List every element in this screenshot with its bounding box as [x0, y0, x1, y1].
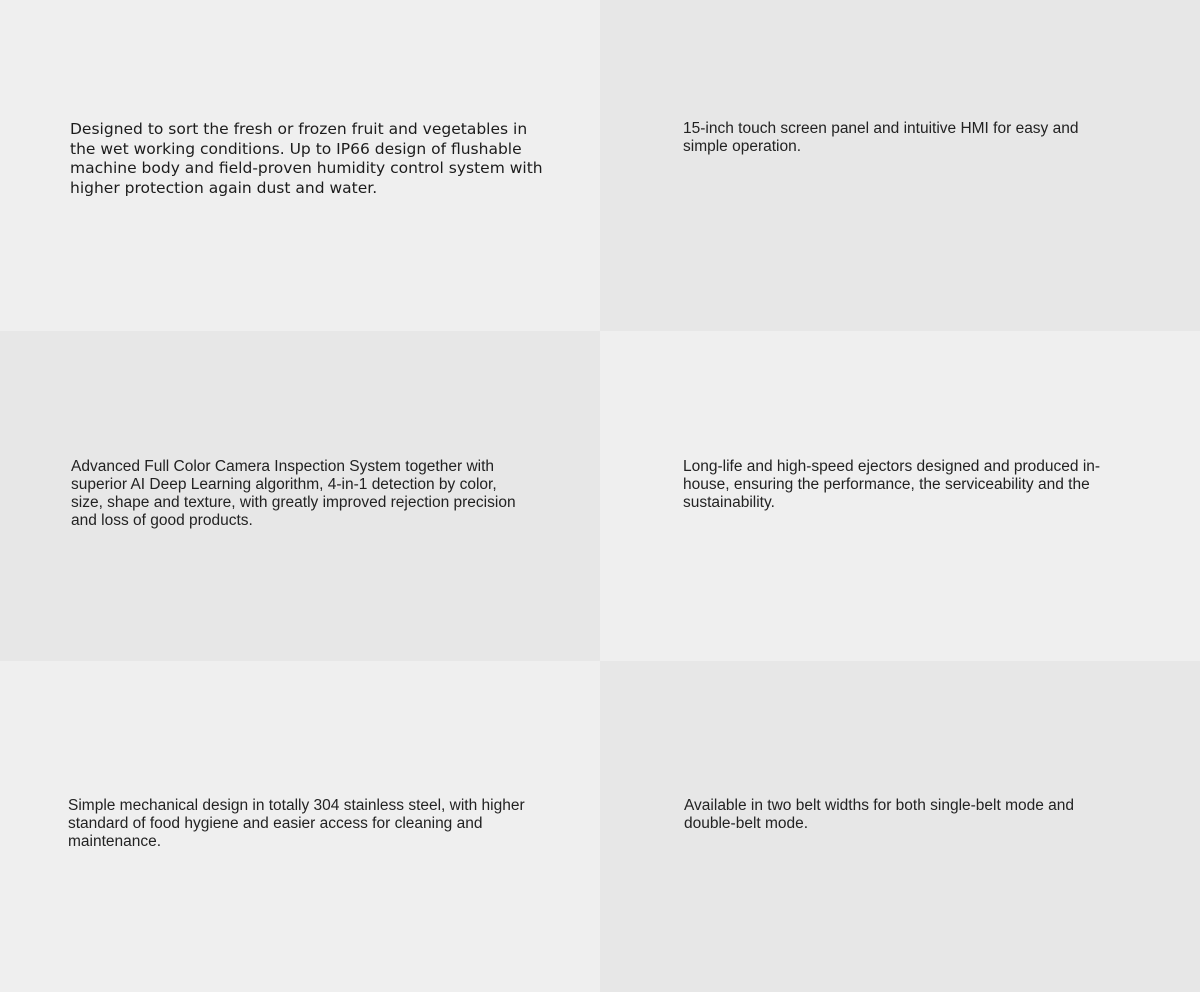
feature-tile-touch-screen	[600, 0, 1200, 331]
feature-tile-belt-widths	[600, 661, 1200, 992]
feature-text: Designed to sort the fresh or frozen fruit and vegetables in the wet working conditions. Up to IP66 design of flushable machine body and field-proven humidity control system with higher protection again dust and water.	[70, 120, 543, 197]
feature-tile-wet-conditions	[0, 0, 600, 331]
feature-text: Advanced Full Color Camera Inspection System together with superior AI Deep Learning algorithm, 4-in-1 detection by color, size, shape and texture, with greatly improved rejection precision and loss of good products.	[71, 458, 516, 529]
feature-tile-camera-inspection	[0, 331, 600, 661]
feature-text: Long-life and high-speed ejectors designed and produced in-house, ensuring the performance, the serviceability and the sustainability.	[683, 458, 1101, 511]
feature-text: Available in two belt widths for both single-belt mode and double-belt mode.	[684, 797, 1075, 832]
feature-text: 15-inch touch screen panel and intuitive HMI for easy and simple operation.	[683, 120, 1079, 155]
feature-tile-ejectors	[600, 331, 1200, 661]
feature-text: Simple mechanical design in totally 304 stainless steel, with higher standard of food hygiene and easier access for cleaning and maintenance.	[68, 797, 525, 850]
feature-tile-stainless-steel	[0, 661, 600, 992]
